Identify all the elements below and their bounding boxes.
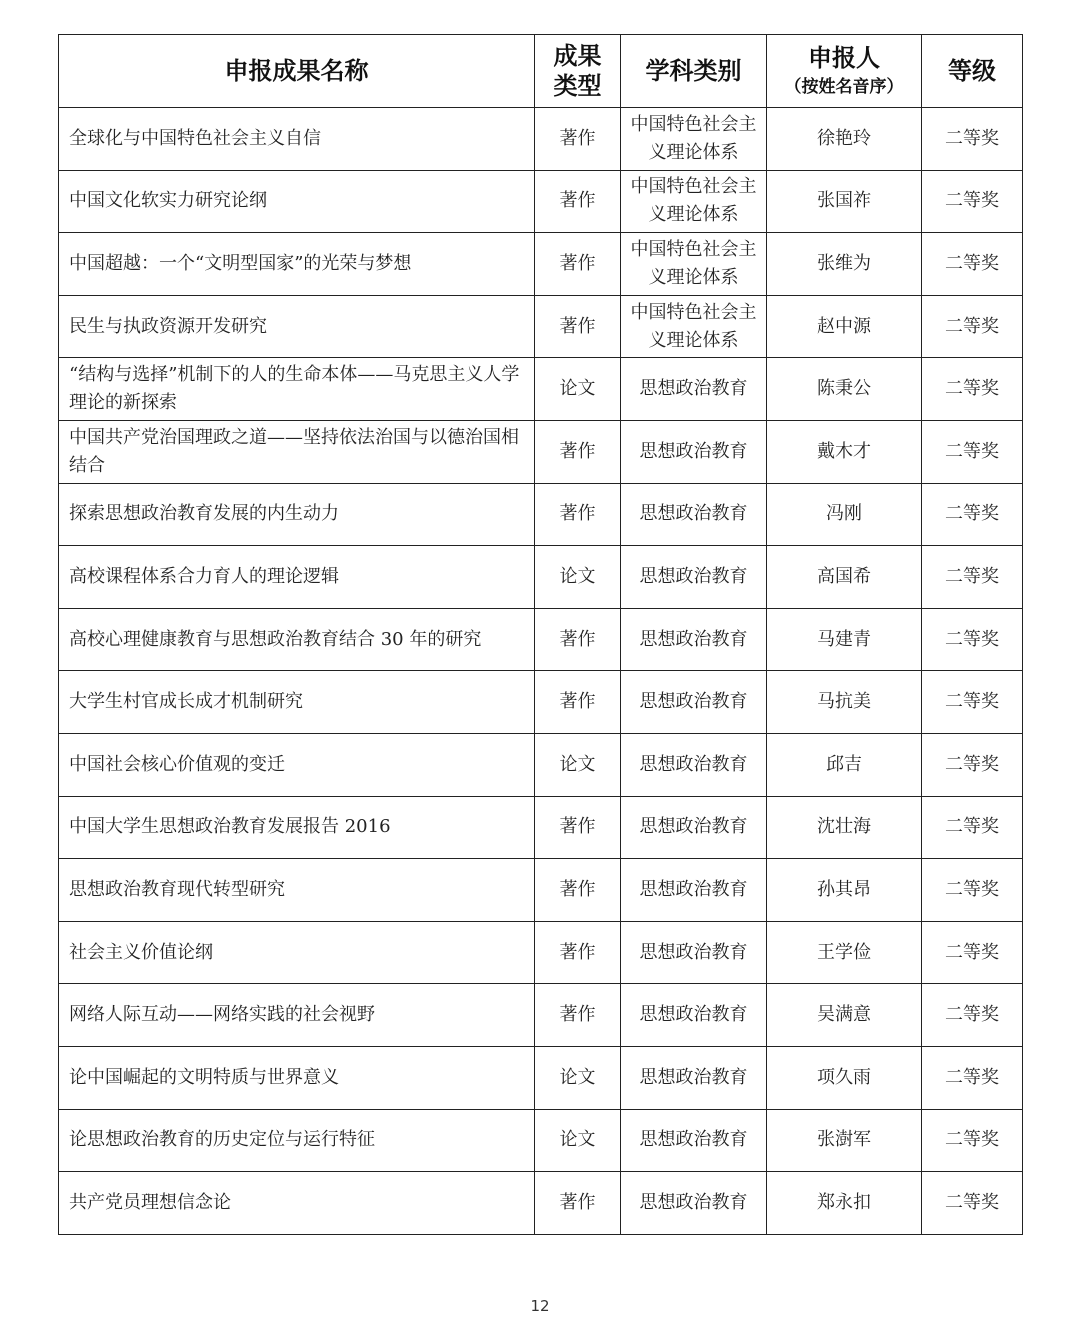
- header-discipline: [621, 35, 767, 108]
- header-discipline-label: 学科类别: [645, 56, 742, 85]
- cell-title: 共产党员理想信念论: [59, 1172, 535, 1235]
- cell-type: 著作: [535, 295, 621, 358]
- cell-discipline: 思想政治教育: [621, 420, 767, 483]
- cell-applicant: 马抗美: [767, 671, 922, 734]
- cell-applicant: 沈壮海: [767, 796, 922, 859]
- cell-applicant: 王学俭: [767, 921, 922, 984]
- header-title: [59, 35, 535, 108]
- header-row: [59, 35, 1023, 108]
- table-row: [59, 921, 1023, 984]
- cell-applicant: 项久雨: [767, 1046, 922, 1109]
- cell-applicant: 张国祚: [767, 170, 922, 233]
- cell-discipline: 思想政治教育: [621, 733, 767, 796]
- cell-grade: 二等奖: [922, 733, 1023, 796]
- table-row: [59, 984, 1023, 1047]
- cell-type: 著作: [535, 984, 621, 1047]
- cell-discipline: 思想政治教育: [621, 1172, 767, 1235]
- cell-grade: 二等奖: [922, 358, 1023, 421]
- cell-grade: 二等奖: [922, 420, 1023, 483]
- header-grade-label: 等级: [948, 56, 996, 85]
- cell-title: 高校心理健康教育与思想政治教育结合 30 年的研究: [59, 608, 535, 671]
- table-row: [59, 733, 1023, 796]
- cell-type: 论文: [535, 546, 621, 609]
- cell-title: 思想政治教育现代转型研究: [59, 859, 535, 922]
- table-row: [59, 358, 1023, 421]
- cell-discipline: 思想政治教育: [621, 483, 767, 546]
- cell-title: 高校课程体系合力育人的理论逻辑: [59, 546, 535, 609]
- cell-title: 论中国崛起的文明特质与世界意义: [59, 1046, 535, 1109]
- cell-type: 著作: [535, 921, 621, 984]
- cell-type: 论文: [535, 358, 621, 421]
- cell-applicant: 张维为: [767, 233, 922, 296]
- header-type-line1: 成果: [553, 42, 602, 70]
- table-row: [59, 1172, 1023, 1235]
- cell-grade: 二等奖: [922, 483, 1023, 546]
- cell-type: 著作: [535, 108, 621, 171]
- cell-type: 著作: [535, 796, 621, 859]
- table-row: [59, 233, 1023, 296]
- cell-applicant: 郑永扣: [767, 1172, 922, 1235]
- page-number: 12: [530, 1297, 550, 1315]
- header-type: [535, 35, 621, 108]
- table-row: [59, 671, 1023, 734]
- table-row: [59, 108, 1023, 171]
- cell-grade: 二等奖: [922, 108, 1023, 171]
- table-row: [59, 483, 1023, 546]
- cell-grade: 二等奖: [922, 170, 1023, 233]
- table-row: [59, 608, 1023, 671]
- cell-title: 论思想政治教育的历史定位与运行特征: [59, 1109, 535, 1172]
- cell-type: 著作: [535, 859, 621, 922]
- cell-type: 论文: [535, 1109, 621, 1172]
- table-row: [59, 295, 1023, 358]
- cell-applicant: 冯刚: [767, 483, 922, 546]
- cell-title: 全球化与中国特色社会主义自信: [59, 108, 535, 171]
- cell-discipline: 思想政治教育: [621, 796, 767, 859]
- header-applicant-note: （按姓名音序）: [784, 77, 904, 98]
- cell-applicant: 陈秉公: [767, 358, 922, 421]
- cell-applicant: 邱吉: [767, 733, 922, 796]
- cell-type: 著作: [535, 233, 621, 296]
- cell-discipline: 中国特色社会主义理论体系: [621, 170, 767, 233]
- cell-applicant: 戴木才: [767, 420, 922, 483]
- cell-applicant: 马建青: [767, 608, 922, 671]
- cell-discipline: 思想政治教育: [621, 671, 767, 734]
- cell-title: 中国大学生思想政治教育发展报告 2016: [59, 796, 535, 859]
- cell-applicant: 徐艳玲: [767, 108, 922, 171]
- header-grade: [922, 35, 1023, 108]
- cell-type: 论文: [535, 733, 621, 796]
- cell-type: 著作: [535, 170, 621, 233]
- table-row: [59, 546, 1023, 609]
- header-title-label: 申报成果名称: [224, 56, 369, 85]
- cell-discipline: 思想政治教育: [621, 546, 767, 609]
- cell-grade: 二等奖: [922, 608, 1023, 671]
- cell-applicant: 张澍军: [767, 1109, 922, 1172]
- table-header: [59, 35, 1023, 108]
- cell-title: 中国文化软实力研究论纲: [59, 170, 535, 233]
- header-applicant: [767, 35, 922, 108]
- cell-discipline: 中国特色社会主义理论体系: [621, 233, 767, 296]
- cell-type: 著作: [535, 420, 621, 483]
- table-row: [59, 1046, 1023, 1109]
- cell-applicant: 赵中源: [767, 295, 922, 358]
- cell-discipline: 思想政治教育: [621, 1109, 767, 1172]
- cell-grade: 二等奖: [922, 233, 1023, 296]
- cell-grade: 二等奖: [922, 671, 1023, 734]
- cell-discipline: 思想政治教育: [621, 608, 767, 671]
- cell-title: 中国共产党治国理政之道——坚持依法治国与以德治国相结合: [59, 420, 535, 483]
- cell-grade: 二等奖: [922, 921, 1023, 984]
- awards-table: [58, 34, 1023, 1235]
- cell-discipline: 思想政治教育: [621, 921, 767, 984]
- cell-applicant: 孙其昂: [767, 859, 922, 922]
- cell-grade: 二等奖: [922, 1109, 1023, 1172]
- cell-type: 著作: [535, 1172, 621, 1235]
- table-body: [59, 108, 1023, 1235]
- table-row: [59, 796, 1023, 859]
- cell-discipline: 思想政治教育: [621, 358, 767, 421]
- table-row: [59, 1109, 1023, 1172]
- cell-title: 探索思想政治教育发展的内生动力: [59, 483, 535, 546]
- cell-grade: 二等奖: [922, 295, 1023, 358]
- cell-grade: 二等奖: [922, 1046, 1023, 1109]
- cell-type: 著作: [535, 608, 621, 671]
- header-type-line2: 类型: [553, 72, 602, 100]
- cell-discipline: 中国特色社会主义理论体系: [621, 295, 767, 358]
- cell-title: 社会主义价值论纲: [59, 921, 535, 984]
- cell-grade: 二等奖: [922, 984, 1023, 1047]
- cell-applicant: 吴满意: [767, 984, 922, 1047]
- table-row: [59, 420, 1023, 483]
- cell-applicant: 高国希: [767, 546, 922, 609]
- header-applicant-label: 申报人: [808, 44, 880, 73]
- cell-grade: 二等奖: [922, 1172, 1023, 1235]
- table-row: [59, 170, 1023, 233]
- cell-title: 大学生村官成长成才机制研究: [59, 671, 535, 734]
- cell-discipline: 中国特色社会主义理论体系: [621, 108, 767, 171]
- cell-discipline: 思想政治教育: [621, 984, 767, 1047]
- cell-discipline: 思想政治教育: [621, 1046, 767, 1109]
- table-row: [59, 859, 1023, 922]
- cell-type: 论文: [535, 1046, 621, 1109]
- cell-grade: 二等奖: [922, 859, 1023, 922]
- cell-type: 著作: [535, 671, 621, 734]
- cell-title: 网络人际互动——网络实践的社会视野: [59, 984, 535, 1047]
- cell-title: 民生与执政资源开发研究: [59, 295, 535, 358]
- cell-title: 中国社会核心价值观的变迁: [59, 733, 535, 796]
- cell-grade: 二等奖: [922, 546, 1023, 609]
- cell-type: 著作: [535, 483, 621, 546]
- cell-discipline: 思想政治教育: [621, 859, 767, 922]
- cell-grade: 二等奖: [922, 796, 1023, 859]
- cell-title: 中国超越：一个“文明型国家”的光荣与梦想: [59, 233, 535, 296]
- cell-title: “结构与选择”机制下的人的生命本体——马克思主义人学理论的新探索: [59, 358, 535, 421]
